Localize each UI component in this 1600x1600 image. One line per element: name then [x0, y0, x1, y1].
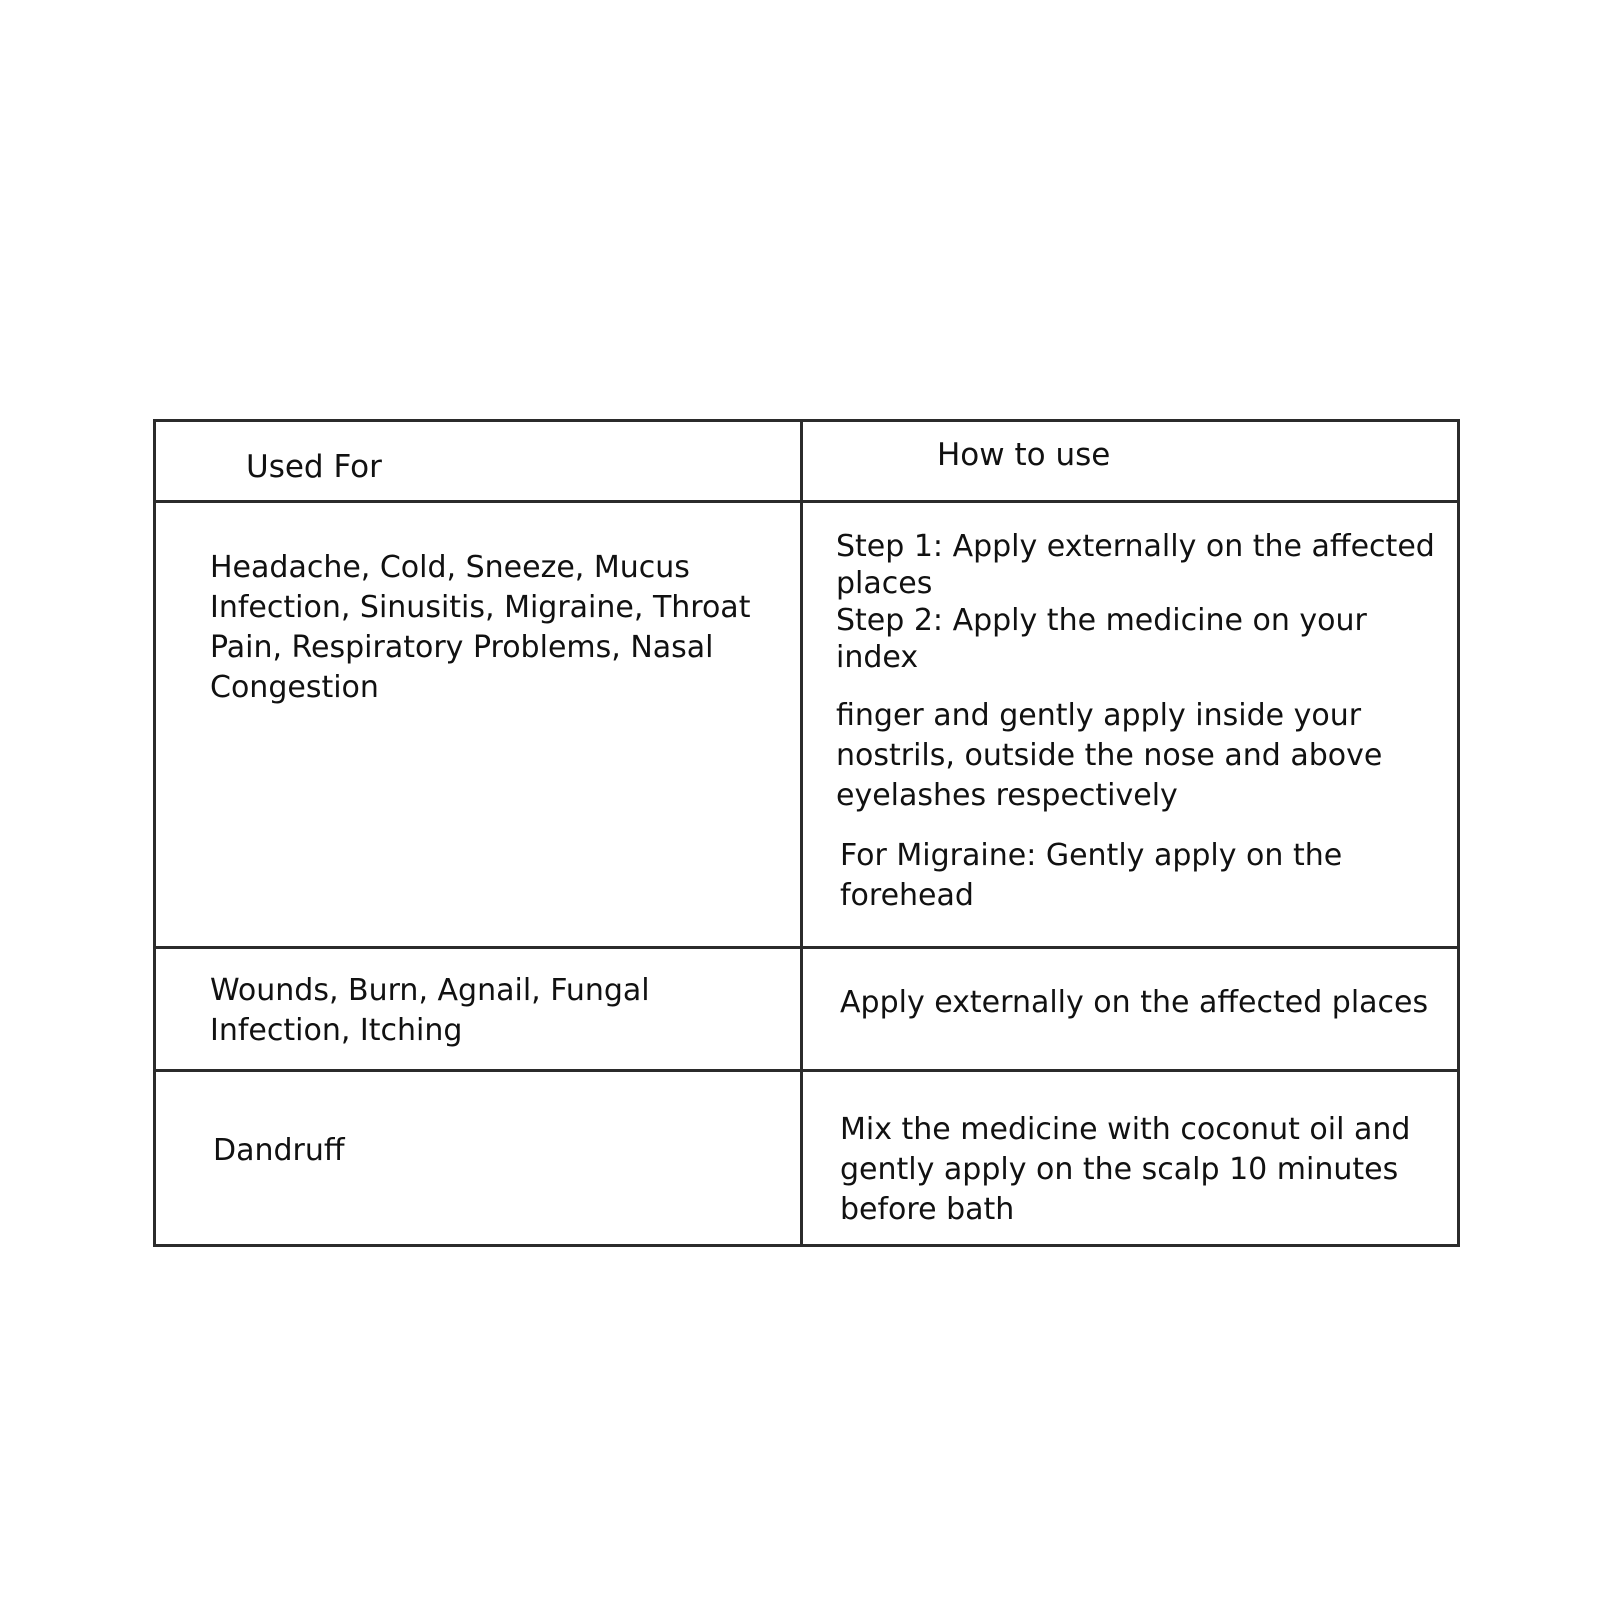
row-1-migraine-note: For Migraine: Gently apply on the forehead: [840, 838, 1343, 913]
row-3-used-for: Dandruff: [213, 1133, 345, 1168]
row-1-continuation: finger and gently apply inside your nostrils, outside the nose and above eyelashes respectively: [836, 698, 1383, 813]
row-1-used-for: Headache, Cold, Sneeze, Mucus Infection, Sinusitis, Migraine, Throat Pain, Respiratory Problems, Nasal Congestion: [210, 550, 751, 705]
row-2-how-to-use: Apply externally on the affected places: [840, 985, 1429, 1020]
row-1-steps: Step 1: Apply externally on the affected places Step 2: Apply the medicine on your index: [836, 529, 1435, 675]
row-3-how-to-use: Mix the medicine with coconut oil and gently apply on the scalp 10 minutes before bath: [840, 1112, 1411, 1227]
row-2-used-for: Wounds, Burn, Agnail, Fungal Infection, Itching: [210, 973, 650, 1048]
header-used-for: Used For: [246, 449, 382, 485]
column-divider: [800, 422, 803, 1244]
row-1-how-to-use: [836, 528, 1436, 916]
row-divider-header: [156, 500, 1457, 503]
header-how-to-use: How to use: [937, 437, 1111, 473]
row-divider-1: [156, 946, 1457, 949]
usage-table: [153, 419, 1460, 1247]
row-divider-2: [156, 1069, 1457, 1072]
